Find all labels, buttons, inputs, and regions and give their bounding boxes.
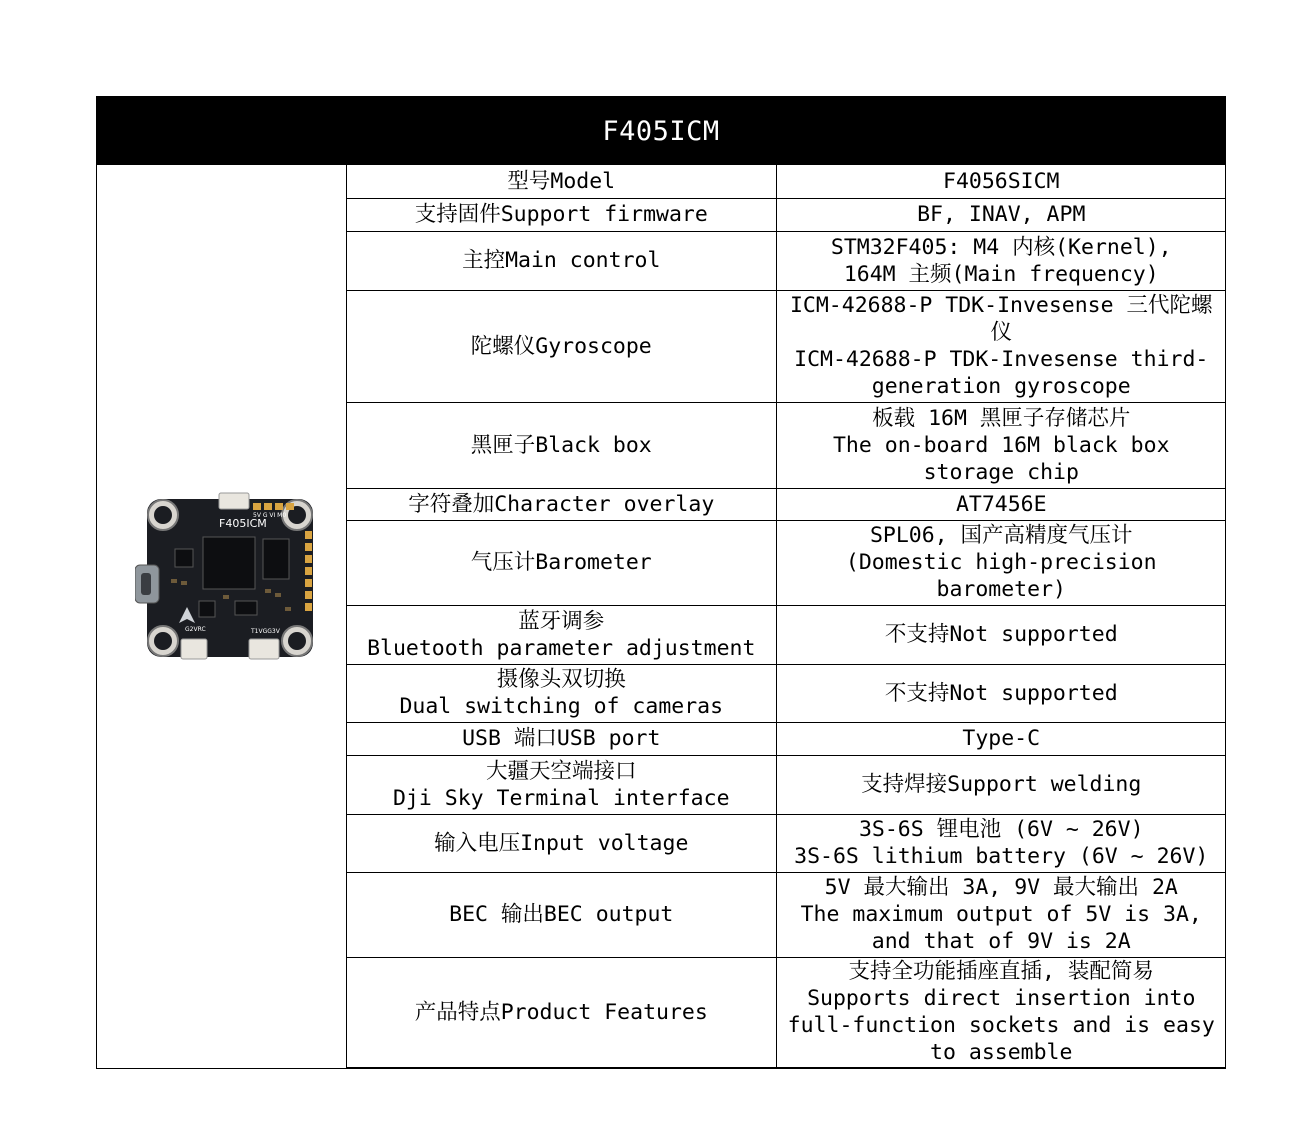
spec-label: 支持固件Support firmware bbox=[347, 198, 776, 231]
spec-label: BEC 输出BEC output bbox=[347, 872, 776, 957]
sheet-title: F405ICM bbox=[97, 97, 1225, 165]
spec-value: 不支持Not supported bbox=[776, 664, 1226, 722]
spec-label: USB 端口USB port bbox=[347, 722, 776, 755]
spec-label: 黑匣子Black box bbox=[347, 402, 776, 488]
baro-chip bbox=[199, 601, 215, 617]
spec-row-main-control bbox=[347, 231, 1226, 290]
bottom-label-right: T1VGG3V bbox=[251, 628, 280, 635]
spec-row-gyroscope bbox=[347, 290, 1226, 402]
spec-table bbox=[347, 165, 1226, 1068]
spec-value: BF, INAV, APM bbox=[776, 198, 1226, 231]
spec-value: SPL06, 国产高精度气压计 (Domestic high-precision barometer) bbox=[776, 520, 1226, 605]
spec-label: 输入电压Input voltage bbox=[347, 814, 776, 872]
spec-label: 摄像头双切换 Dual switching of cameras bbox=[347, 664, 776, 722]
spec-label: 型号Model bbox=[347, 165, 776, 198]
spec-value: 3S-6S 锂电池 (6V ~ 26V) 3S-6S lithium battery (6V ~ 26V) bbox=[776, 814, 1226, 872]
spec-value: Type-C bbox=[776, 722, 1226, 755]
product-image-cell bbox=[97, 165, 347, 1068]
spec-row-barometer bbox=[347, 520, 1226, 605]
spec-label: 气压计Barometer bbox=[347, 520, 776, 605]
spec-row-bec bbox=[347, 872, 1226, 957]
flight-controller-board-image bbox=[135, 489, 325, 669]
spec-row-usb bbox=[347, 722, 1226, 755]
spec-value: 不支持Not supported bbox=[776, 605, 1226, 664]
spec-value: AT7456E bbox=[776, 488, 1226, 520]
spec-label: 主控Main control bbox=[347, 231, 776, 290]
spec-label: 字符叠加Character overlay bbox=[347, 488, 776, 520]
top-connector bbox=[219, 493, 249, 509]
bottom-connector-left bbox=[181, 639, 207, 659]
bottom-connector-right bbox=[249, 639, 279, 659]
side-solder-pads bbox=[305, 531, 312, 611]
spec-row-black-box bbox=[347, 402, 1226, 488]
spec-value: 支持焊接Support welding bbox=[776, 755, 1226, 814]
spec-value: STM32F405: M4 内核(Kernel), 164M 主频(Main frequency) bbox=[776, 231, 1226, 290]
spec-value: 板载 16M 黑匣子存储芯片 The on-board 16M black box storage chip bbox=[776, 402, 1226, 488]
spec-label: 陀螺仪Gyroscope bbox=[347, 290, 776, 402]
spec-value: ICM-42688-P TDK-Invesense 三代陀螺仪 ICM-42688-P TDK-Invesense third-generation gyroscope bbox=[776, 290, 1226, 402]
spec-row-bluetooth bbox=[347, 605, 1226, 664]
spec-row-camera-switch bbox=[347, 664, 1226, 722]
osd-chip bbox=[263, 539, 289, 579]
spec-row-osd bbox=[347, 488, 1226, 520]
mcu-chip bbox=[203, 537, 255, 589]
spec-label: 大疆天空端接口 Dji Sky Terminal interface bbox=[347, 755, 776, 814]
spec-label: 蓝牙调参 Bluetooth parameter adjustment bbox=[347, 605, 776, 664]
gyro-chip bbox=[175, 549, 193, 567]
board-silkscreen-model: F405ICM bbox=[219, 517, 267, 530]
spec-row-firmware bbox=[347, 198, 1226, 231]
spec-value: 支持全功能插座直插, 装配简易 Supports direct insertion into full-function sockets and is easy to assemble bbox=[776, 957, 1226, 1067]
spec-row-features bbox=[347, 957, 1226, 1067]
bottom-label-left: G2VRC bbox=[185, 626, 206, 633]
spec-row-model bbox=[347, 165, 1226, 198]
spec-sheet bbox=[96, 96, 1226, 1069]
spec-value: F4056SICM bbox=[776, 165, 1226, 198]
spec-label: 产品特点Product Features bbox=[347, 957, 776, 1067]
spec-row-input-voltage bbox=[347, 814, 1226, 872]
flash-chip bbox=[235, 601, 257, 615]
spec-value: 5V 最大输出 3A, 9V 最大输出 2A The maximum output of 5V is 3A, and that of 9V is 2A bbox=[776, 872, 1226, 957]
pad-labels: 5V G VI M0 bbox=[253, 512, 287, 519]
spec-row-dji bbox=[347, 755, 1226, 814]
